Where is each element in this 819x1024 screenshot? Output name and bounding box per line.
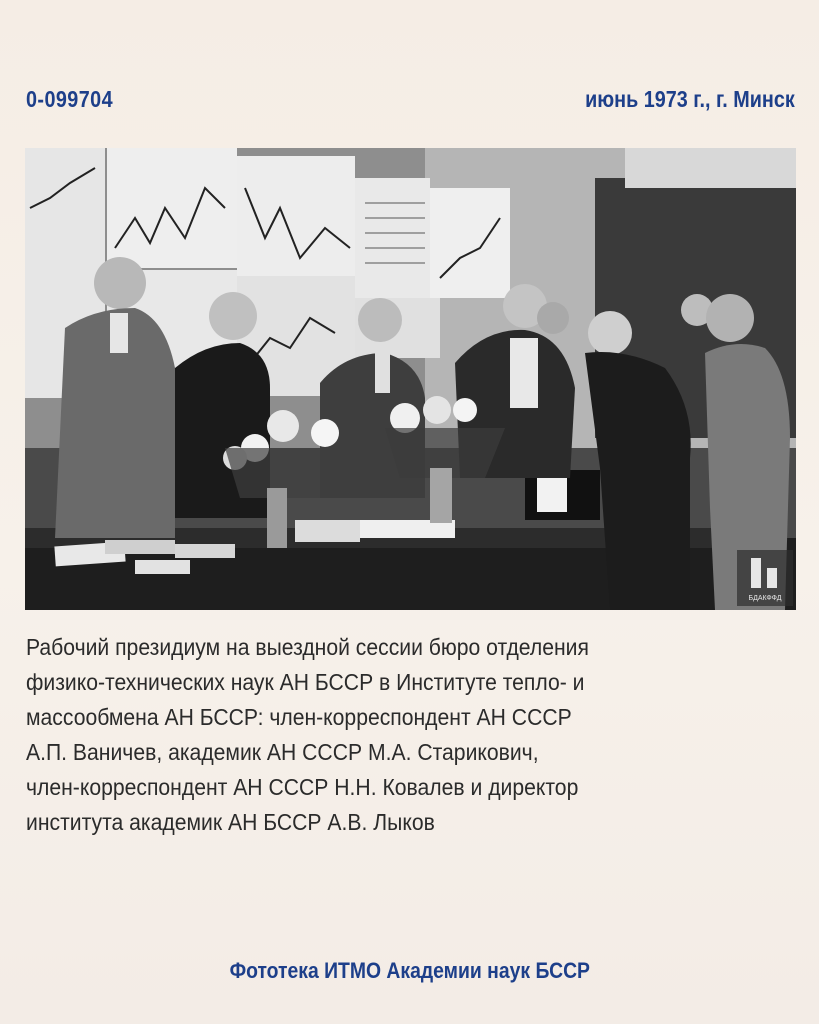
watermark-logo xyxy=(737,550,793,606)
date-place: июнь 1973 г., г. Минск xyxy=(585,86,795,112)
caption-line: физико-технических наук АН БССР в Институте тепло- и xyxy=(26,669,585,695)
caption-line: А.П. Ваничев, академик АН СССР М.А. Старикович, xyxy=(26,739,539,765)
caption-line: массообмена АН БССР: член-корреспондент АН СССР xyxy=(26,704,572,730)
photo-credit xyxy=(0,958,819,984)
archival-photo xyxy=(25,148,796,610)
svg-text:БДАКФФД: БДАКФФД xyxy=(748,595,782,602)
credit-text: Фототека ИТМО Академии наук БССР xyxy=(229,958,590,983)
caption-line: Рабочий президиум на выездной сессии бюро отделения xyxy=(26,634,589,660)
archive-id: 0-099704 xyxy=(26,86,114,112)
caption-line: член-корреспондент АН СССР Н.Н. Ковалев и директор xyxy=(26,774,579,800)
caption-line: института академик АН БССР А.В. Лыков xyxy=(26,809,435,835)
photo-caption xyxy=(26,630,737,840)
